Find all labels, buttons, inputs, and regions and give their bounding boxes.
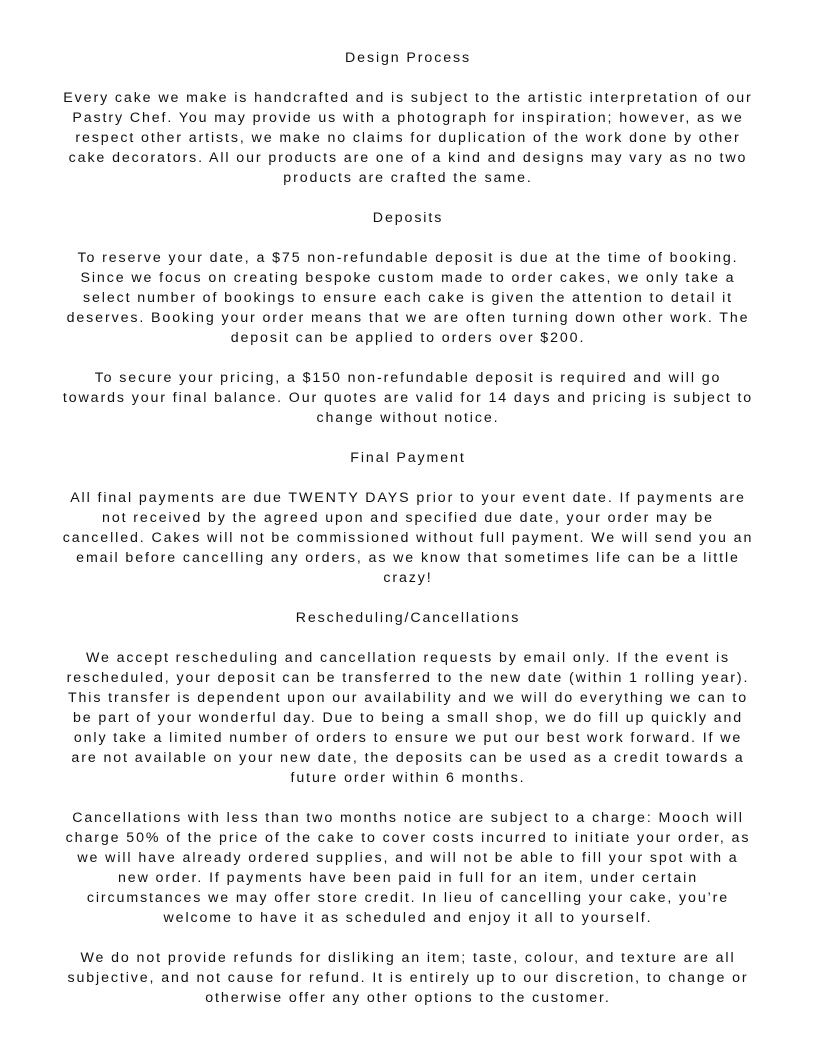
- deposits-heading: Deposits: [372, 210, 444, 226]
- design-process-heading: Design Process: [345, 50, 471, 66]
- policy-document: [62, 48, 754, 1008]
- deposits-pricing-paragraph: To secure your pricing, a $150 non-refundable deposit is required and will go towards your final balance. Our quotes are valid for 14 days and pricing is subject to change without notice.: [62, 370, 754, 426]
- deposits-reserve-paragraph: To reserve your date, a $75 non-refundable deposit is due at the time of booking. Since we focus on creating bespoke custom made to order cakes, we only take a select number of bookings to ensure each cake is given the attention to detail it deserves. Booking your order means that we are often turning down other work. The deposit can be applied to orders over $200.: [66, 250, 750, 346]
- cancellation-charge-paragraph: Cancellations with less than two months notice are subject to a charge: Mooch will charge 50% of the price of the cake to cover costs incurred to initiate your order, as we will have already ordered supplies, and will not be able to fill your spot with a new order. If payments have been paid in full for an item, under certain circumstances we may offer store credit. In lieu of cancelling your cake, you’re welcome to have it as scheduled and enjoy it all to yourself.: [65, 810, 751, 926]
- refund-policy-paragraph: We do not provide refunds for disliking an item; taste, colour, and texture are all subjective, and not cause for refund. It is entirely up to our discretion, to change or otherwise offer any other options to the customer.: [67, 950, 749, 1006]
- rescheduling-paragraph: We accept rescheduling and cancellation requests by email only. If the event is rescheduled, your deposit can be transferred to the new date (within 1 rolling year). This transfer is dependent upon our availability and we will do everything we can to be part of your wonderful day. Due to being a small shop, we do fill up quickly and only take a limited number of orders to ensure we put our best work forward. If we are not available on your new date, the deposits can be used as a credit towards a future order within 6 months.: [66, 650, 750, 786]
- rescheduling-heading: Rescheduling/Cancellations: [295, 610, 521, 626]
- final-payment-paragraph: All final payments are due TWENTY DAYS prior to your event date. If payments are not received by the agreed upon and specified due date, your order may be cancelled. Cakes will not be commissioned without full payment. We will send you an email before cancelling any orders, as we know that sometimes life can be a little crazy!: [62, 490, 754, 586]
- design-process-paragraph: Every cake we make is handcrafted and is subject to the artistic interpretation of our Pastry Chef. You may provide us with a photograph for inspiration; however, as we respect other artists, we make no claims for duplication of the work done by other cake decorators. All our products are one of a kind and designs may vary as no two products are crafted the same.: [63, 90, 753, 186]
- final-payment-heading: Final Payment: [350, 450, 466, 466]
